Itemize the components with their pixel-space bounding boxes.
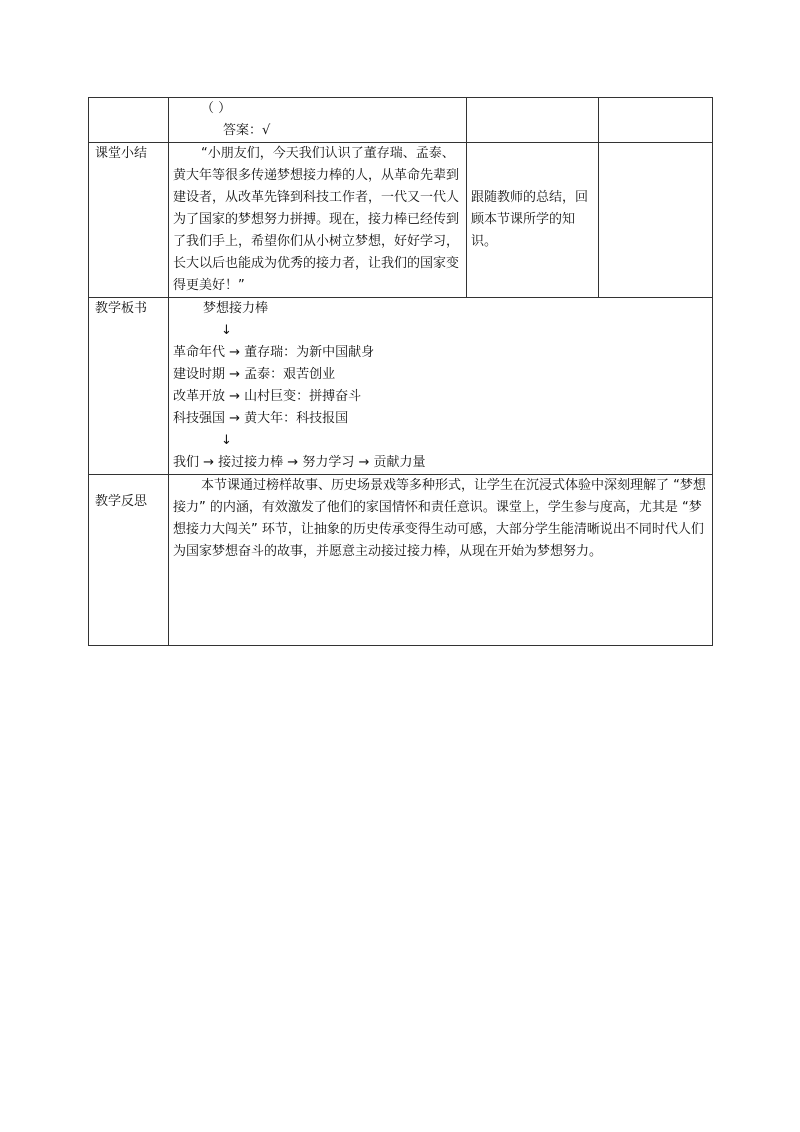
board-final-line: 我们 → 接过接力棒 → 努力学习 → 贡献力量 (173, 455, 426, 470)
board-line-3: 改革开放 → 山村巨变：拼搏奋斗 (173, 389, 362, 404)
cell-blackboard (169, 298, 713, 475)
label-class-summary: 课堂小结 (89, 143, 169, 298)
cell-summary-notes (599, 143, 713, 298)
board-line-1: 革命年代 → 董存瑞：为新中国献身 (173, 345, 375, 360)
cell-exercise (169, 98, 467, 143)
reflection-text: 本节课通过榜样故事、历史场景戏等多种形式，让学生在沉浸式体验中深刻理解了 “梦想接力” 的内涵，有效激发了他们的家国情怀和责任意识。课堂上，学生参与度高，尤其是 “梦想接力大闯关” 环节，让抽象的历史传承变得生动可感，大部分学生能清晰说出不同时代人们为国家梦想奋斗的故事，并愿意主动接过接力棒，从现在开始为梦想努力。 (173, 478, 706, 559)
row-blackboard (89, 298, 713, 475)
board-arrow-down-2: ↓ (221, 433, 232, 448)
row-exercise-answer (89, 98, 713, 143)
board-title: 梦想接力棒 (203, 301, 269, 316)
board-line-2: 建设时期 → 孟泰：艰苦创业 (173, 367, 336, 382)
cell-empty-label (89, 98, 169, 143)
cell-reflection (169, 475, 713, 646)
row-class-summary (89, 143, 713, 298)
label-reflection: 教学反思 (89, 475, 169, 646)
board-arrow-down-1: ↓ (221, 323, 232, 338)
summary-teacher-text: “小朋友们，今天我们认识了董存瑞、孟泰、黄大年等很多传递梦想接力棒的人，从革命先辈到建设者，从改革先锋到科技工作者，一代又一代人为了国家的梦想努力拼搏。现在，接力棒已经传到了我们手上，希望你们从小树立梦想，好好学习，长大以后也能成为优秀的接力者，让我们的国家变得更美好！” (173, 146, 460, 293)
label-blackboard: 教学板书 (89, 298, 169, 475)
cell-summary-teacher (169, 143, 467, 298)
cell-empty-student (467, 98, 599, 143)
summary-student-text: 跟随教师的总结，回顾本节课所学的知识。 (471, 190, 589, 249)
row-reflection (89, 475, 713, 646)
lesson-plan-table (88, 97, 713, 646)
cell-summary-student (467, 143, 599, 298)
exercise-answer: 答案：√ (223, 123, 271, 138)
exercise-blank: （ ） (201, 101, 232, 116)
board-line-4: 科技强国 → 黄大年：科技报国 (173, 411, 349, 426)
cell-empty-notes (599, 98, 713, 143)
